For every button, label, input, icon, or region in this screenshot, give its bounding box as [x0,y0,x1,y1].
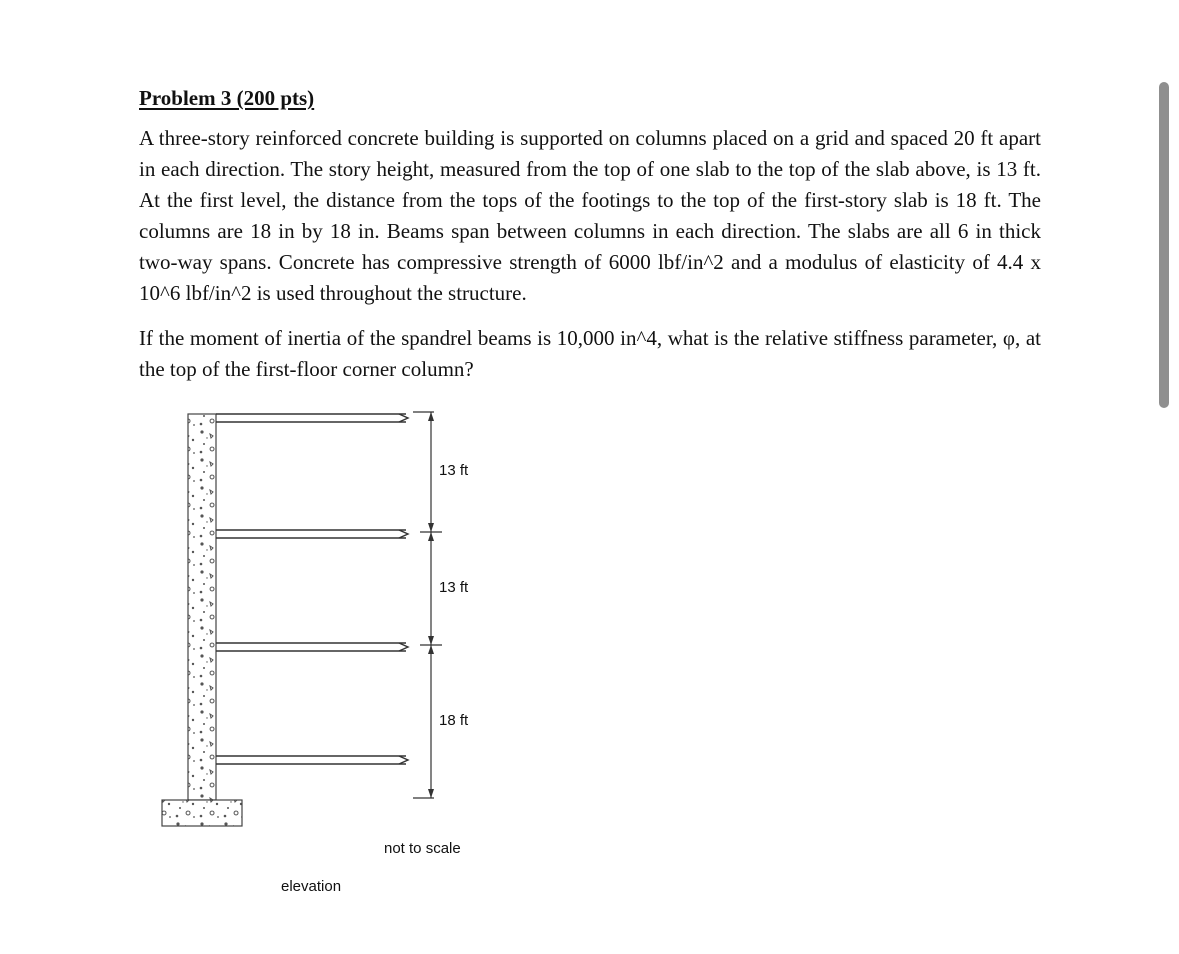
dimension-label-top: 13 ft [439,462,469,479]
dimension-label-bottom: 18 ft [439,712,469,729]
slab-second-floor [216,643,408,651]
elevation-figure [150,400,570,920]
slab-roof [216,414,408,422]
dimension-line [413,412,442,798]
slab-third-floor [216,530,408,538]
footing [162,800,242,826]
problem-statement: A three-story reinforced concrete building is supported on columns placed on a grid and spaced 20 ft apart in each direction. The story height, measured from the top of one slab to the top of the slab above, is 13 ft. At the first level, the distance from the tops of the footings to the top of the first-story slab is 18 ft. The columns are 18 in by 18 in. Beams span between columns in each direction. The slabs are all 6 in thick two-way spans. Concrete has compressive strength of 6000 lbf/in^2 and a modulus of elasticity of 4.4 x 10^6 lbf/in^2 is used throughout the structure. [139,126,1041,305]
figure-caption: elevation [281,878,342,895]
problem-text [139,84,1041,399]
problem-title: Problem 3 (200 pts) [139,86,315,110]
scale-note: not to scale [384,840,461,857]
problem-question: If the moment of inertia of the spandrel beams is 10,000 in^4, what is the relative stiffness parameter, φ, at the top of the first-floor corner column? [139,326,1041,381]
concrete-column [188,414,216,800]
vertical-scrollbar[interactable] [1159,82,1169,408]
slab-first-floor [216,756,408,764]
dimension-label-middle: 13 ft [439,579,469,596]
elevation-drawing [150,400,570,920]
